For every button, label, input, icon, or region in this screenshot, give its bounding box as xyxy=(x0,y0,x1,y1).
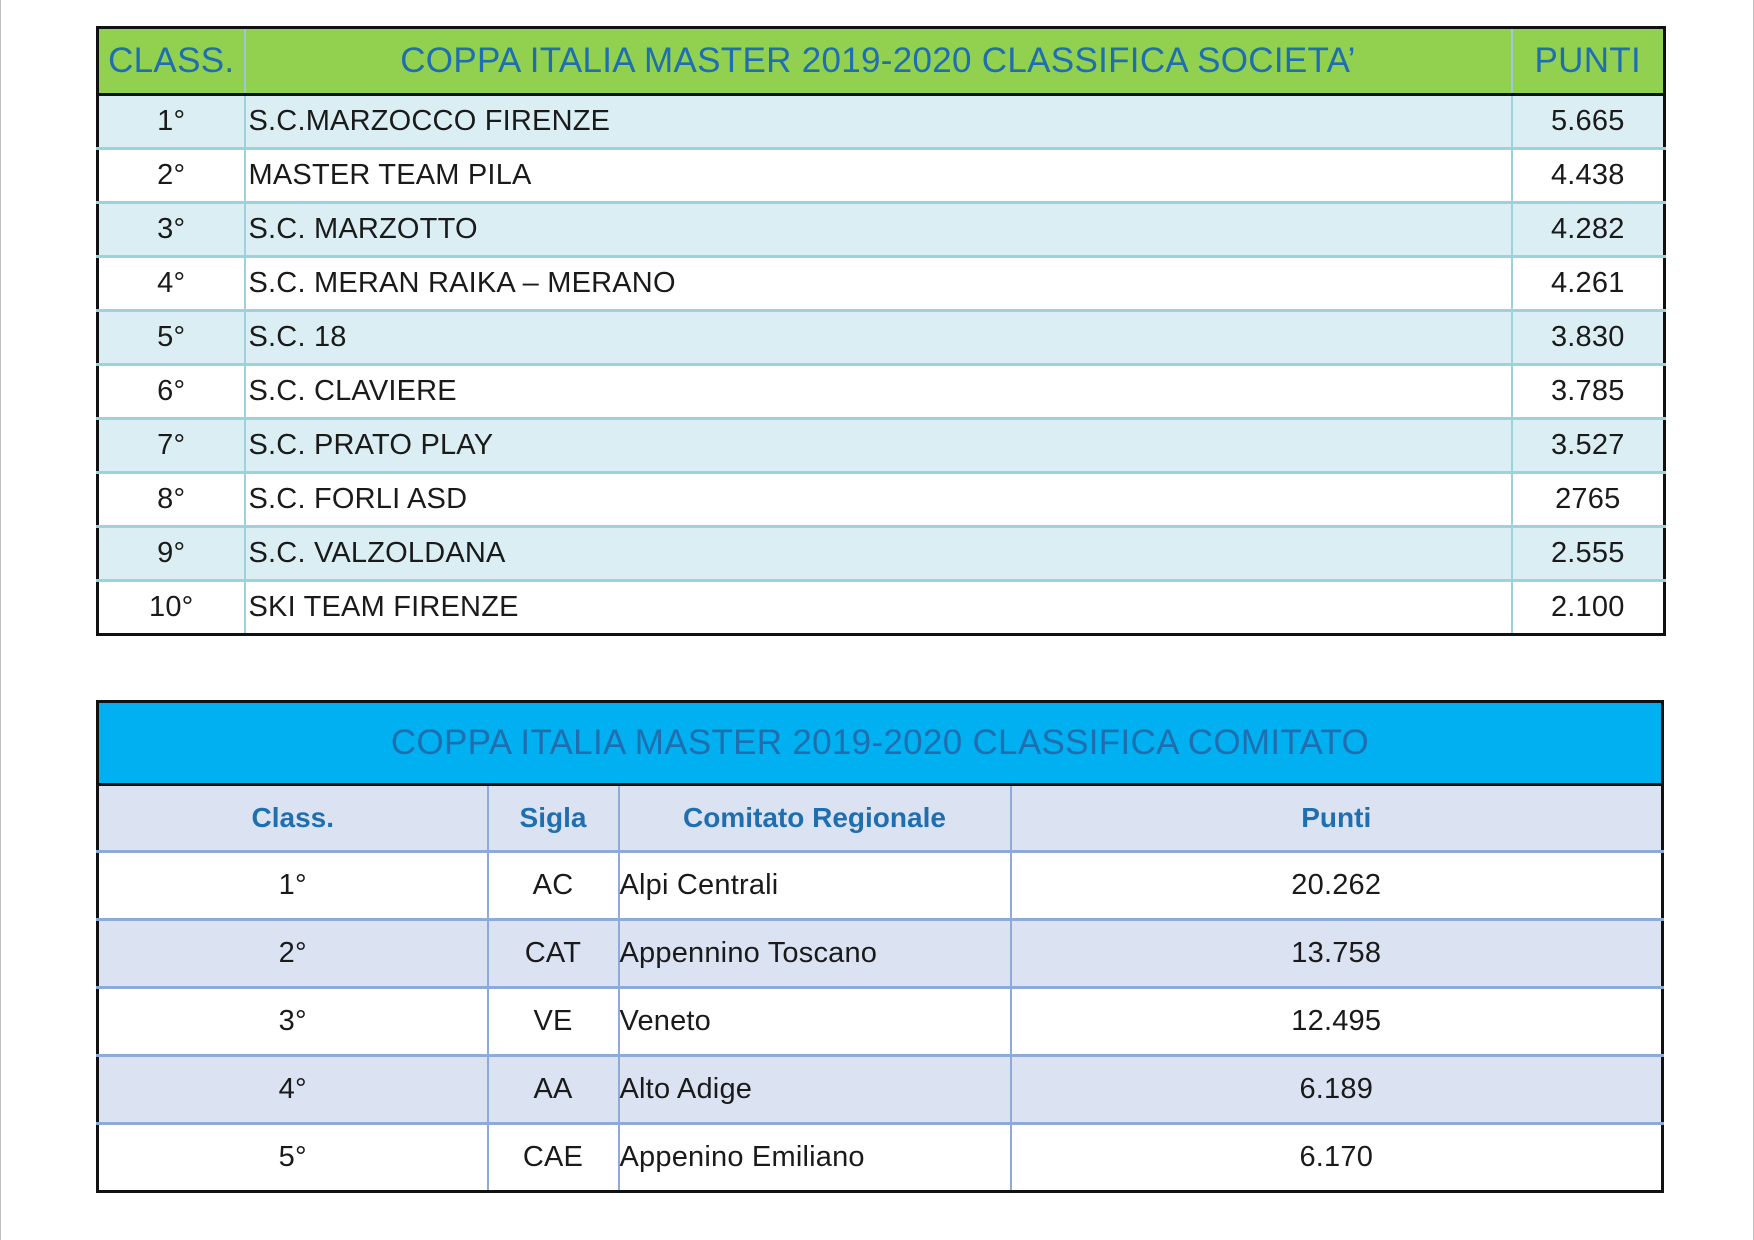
points-cell: 2765 xyxy=(1512,473,1665,527)
comitato-title-row xyxy=(98,702,1663,785)
club-name-cell: S.C. VALZOLDANA xyxy=(245,527,1512,581)
table-row xyxy=(98,581,1665,635)
points-cell: 3.830 xyxy=(1512,311,1665,365)
comitato-title: COPPA ITALIA MASTER 2019-2020 CLASSIFICA COMITATO xyxy=(98,702,1663,785)
table-row xyxy=(98,149,1665,203)
comitato-ranking-table xyxy=(96,700,1664,1193)
table-row xyxy=(98,473,1665,527)
points-cell: 13.758 xyxy=(1011,920,1663,988)
points-cell: 6.170 xyxy=(1011,1124,1663,1192)
rank-cell: 8° xyxy=(98,473,245,527)
table-row xyxy=(98,311,1665,365)
club-name-cell: S.C. MERAN RAIKA – MERANO xyxy=(245,257,1512,311)
comitato-name-cell: Alpi Centrali xyxy=(619,852,1011,920)
societa-header-punti: PUNTI xyxy=(1512,28,1665,95)
rank-cell: 4° xyxy=(98,257,245,311)
societa-header-title: COPPA ITALIA MASTER 2019-2020 CLASSIFICA SOCIETA’ xyxy=(245,28,1512,95)
club-name-cell: MASTER TEAM PILA xyxy=(245,149,1512,203)
rank-cell: 7° xyxy=(98,419,245,473)
table-row xyxy=(98,95,1665,149)
comitato-name-cell: Appennino Toscano xyxy=(619,920,1011,988)
club-name-cell: SKI TEAM FIRENZE xyxy=(245,581,1512,635)
societa-header-class: CLASS. xyxy=(98,28,245,95)
rank-cell: 3° xyxy=(98,203,245,257)
rank-cell: 5° xyxy=(98,1124,488,1192)
comitato-name-cell: Veneto xyxy=(619,988,1011,1056)
rank-cell: 4° xyxy=(98,1056,488,1124)
rank-cell: 2° xyxy=(98,149,245,203)
comitato-header-sigla: Sigla xyxy=(488,785,619,852)
rank-cell: 6° xyxy=(98,365,245,419)
sigla-cell: AA xyxy=(488,1056,619,1124)
rank-cell: 1° xyxy=(98,852,488,920)
club-name-cell: S.C. 18 xyxy=(245,311,1512,365)
rank-cell: 3° xyxy=(98,988,488,1056)
page-left-edge xyxy=(0,0,1,1240)
comitato-header-class: Class. xyxy=(98,785,488,852)
rank-cell: 9° xyxy=(98,527,245,581)
sigla-cell: CAT xyxy=(488,920,619,988)
club-name-cell: S.C. FORLI ASD xyxy=(245,473,1512,527)
points-cell: 5.665 xyxy=(1512,95,1665,149)
comitato-header-comitato: Comitato Regionale xyxy=(619,785,1011,852)
table-row xyxy=(98,852,1663,920)
comitato-header-punti: Punti xyxy=(1011,785,1663,852)
rank-cell: 1° xyxy=(98,95,245,149)
club-name-cell: S.C.MARZOCCO FIRENZE xyxy=(245,95,1512,149)
club-name-cell: S.C. MARZOTTO xyxy=(245,203,1512,257)
points-cell: 4.282 xyxy=(1512,203,1665,257)
table-row xyxy=(98,203,1665,257)
points-cell: 2.555 xyxy=(1512,527,1665,581)
club-name-cell: S.C. CLAVIERE xyxy=(245,365,1512,419)
sigla-cell: AC xyxy=(488,852,619,920)
points-cell: 12.495 xyxy=(1011,988,1663,1056)
rank-cell: 5° xyxy=(98,311,245,365)
table-row xyxy=(98,920,1663,988)
table-row xyxy=(98,1056,1663,1124)
table-row xyxy=(98,257,1665,311)
table-row xyxy=(98,988,1663,1056)
societa-header-row xyxy=(98,28,1665,95)
points-cell: 3.527 xyxy=(1512,419,1665,473)
table-row xyxy=(98,365,1665,419)
comitato-name-cell: Alto Adige xyxy=(619,1056,1011,1124)
table-row xyxy=(98,419,1665,473)
points-cell: 2.100 xyxy=(1512,581,1665,635)
points-cell: 4.261 xyxy=(1512,257,1665,311)
table-row xyxy=(98,527,1665,581)
sigla-cell: CAE xyxy=(488,1124,619,1192)
rank-cell: 2° xyxy=(98,920,488,988)
sigla-cell: VE xyxy=(488,988,619,1056)
table-row xyxy=(98,1124,1663,1192)
comitato-header-row xyxy=(98,785,1663,852)
points-cell: 3.785 xyxy=(1512,365,1665,419)
points-cell: 6.189 xyxy=(1011,1056,1663,1124)
rank-cell: 10° xyxy=(98,581,245,635)
points-cell: 20.262 xyxy=(1011,852,1663,920)
points-cell: 4.438 xyxy=(1512,149,1665,203)
societa-ranking-table xyxy=(96,26,1666,636)
comitato-name-cell: Appenino Emiliano xyxy=(619,1124,1011,1192)
club-name-cell: S.C. PRATO PLAY xyxy=(245,419,1512,473)
